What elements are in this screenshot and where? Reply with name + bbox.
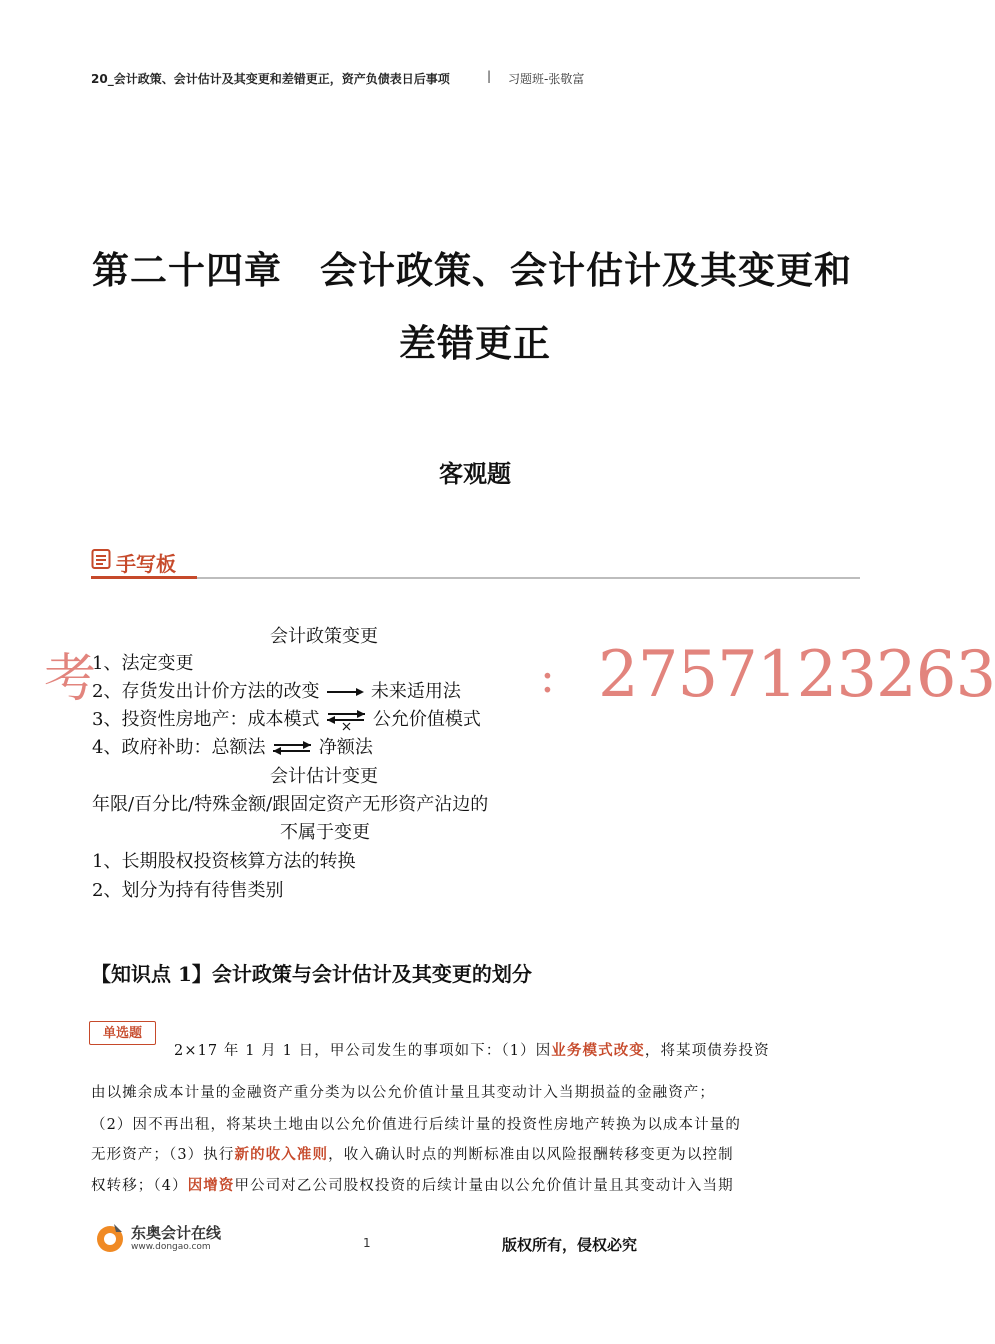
chapter-title-line2: 差错更正 xyxy=(399,321,551,365)
note-heading-estimate: 会计估计变更 xyxy=(270,766,378,787)
question-line-1-a: 2×17 年 1 月 1 日，甲公司发生的事项如下：（1）因 xyxy=(174,1043,552,1059)
note-estimate-line: 年限/百分比/特殊金额/跟固定资产无形资产沾边的 xyxy=(92,794,489,815)
single-choice-badge: 单选题 xyxy=(89,1021,156,1045)
notepad-icon xyxy=(91,548,111,570)
page-number: 1 xyxy=(363,1236,371,1250)
note-item-3-right: 公允价值模式 xyxy=(372,709,481,730)
question-line-5 xyxy=(91,1174,734,1195)
section-divider-accent xyxy=(91,576,197,579)
dongao-logo-icon xyxy=(94,1222,126,1254)
watermark-char: 考 xyxy=(44,649,97,709)
header-title: 20_会计政策、会计估计及其变更和差错更正，资产负债表日后事项 xyxy=(91,72,450,86)
question-line-5-b: 甲公司对乙公司股权投资的后续计量由以公允价值计量且其变动计入当期 xyxy=(234,1178,734,1194)
note-heading-policy: 会计政策变更 xyxy=(270,626,378,647)
section-divider xyxy=(91,577,860,579)
logo-name: 东奥会计在线 xyxy=(131,1224,222,1242)
question-line-4 xyxy=(91,1143,734,1164)
section-subtitle: 客观题 xyxy=(439,459,511,488)
note-item-3 xyxy=(92,705,481,731)
logo-url: www.dongao.com xyxy=(131,1242,211,1252)
note-item-3-left: 3、投资性房地产：成本模式 xyxy=(92,709,320,730)
header-author: 习题班-张敬富 xyxy=(508,72,585,86)
question-highlight-1: 业务模式改变 xyxy=(551,1042,645,1059)
question-line-3: （2）因不再出租，将某块土地由以公允价值进行后续计量的投资性房地产转换为以成本计量的 xyxy=(91,1117,741,1133)
watermark-colon: : xyxy=(540,652,555,703)
question-line-5-a: 权转移；（4） xyxy=(91,1178,188,1194)
knowledge-point-title: 【知识点 1】会计政策与会计估计及其变更的划分 xyxy=(91,962,532,986)
question-line-1 xyxy=(174,1039,770,1060)
note-item-1: 1、法定变更 xyxy=(92,653,194,674)
double-arrow-icon xyxy=(271,741,313,755)
note-item-4-left: 4、政府补助：总额法 xyxy=(92,737,266,758)
watermark-number: 2757123263 xyxy=(598,638,995,712)
question-line-4-a: 无形资产；（3）执行 xyxy=(91,1147,235,1163)
note-not-change-1: 1、长期股权投资核算方法的转换 xyxy=(92,851,356,872)
question-highlight-3: 因增资 xyxy=(187,1177,235,1194)
header-separator: | xyxy=(487,69,492,83)
question-line-1-b: ，将某项债券投资 xyxy=(644,1043,770,1059)
note-item-2-right: 未来适用法 xyxy=(370,681,461,702)
copyright-notice: 版权所有，侵权必究 xyxy=(502,1236,638,1254)
note-item-2 xyxy=(92,677,461,703)
chapter-title-line1: 第二十四章 会计政策、会计估计及其变更和 xyxy=(92,248,852,292)
note-not-change-2: 2、划分为持有待售类别 xyxy=(92,880,284,901)
note-item-4 xyxy=(92,733,373,759)
right-arrow-icon xyxy=(325,686,365,698)
crossed-double-arrow-icon xyxy=(325,709,367,731)
question-line-2: 由以摊余成本计量的金融资产重分类为以公允价值计量且其变动计入当期损益的金融资产； xyxy=(91,1085,715,1101)
note-item-2-left: 2、存货发出计价方法的改变 xyxy=(92,681,320,702)
note-item-4-right: 净额法 xyxy=(318,737,373,758)
handwriting-board-label: 手写板 xyxy=(116,552,176,576)
note-heading-not-change: 不属于变更 xyxy=(280,822,370,843)
question-highlight-2: 新的收入准则 xyxy=(234,1146,329,1163)
question-line-4-b: ，收入确认时点的判断标准由以风险报酬转移变更为以控制 xyxy=(328,1147,734,1163)
